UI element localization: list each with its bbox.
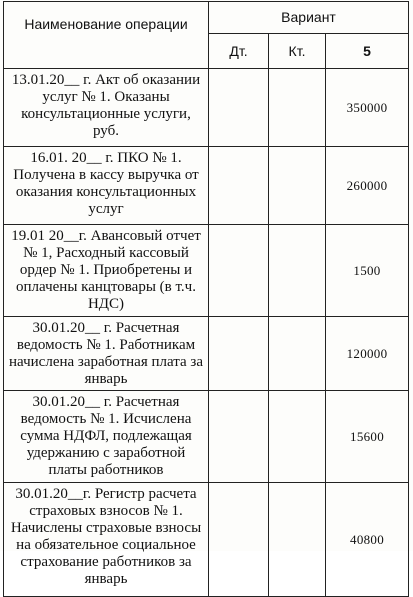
table-row: [4, 225, 409, 317]
table-row: [4, 69, 409, 147]
amount-cell: 15600: [326, 391, 409, 483]
amount-cell: 120000: [326, 317, 409, 391]
variant-header: Вариант: [209, 2, 409, 34]
operation-description: 16.01. 20__ г. ПКО № 1. Получена в кассу выручка от оказания консультационных услуг: [4, 147, 209, 225]
credit-cell[interactable]: [269, 483, 326, 597]
credit-cell[interactable]: [269, 69, 326, 147]
operation-description: 19.01 20__г. Авансовый отчет № 1, Расходный кассовый ордер № 1. Приобретены и оплачены канцтовары (в т.ч. НДС): [4, 225, 209, 317]
amount-cell: 260000: [326, 147, 409, 225]
operation-description: 13.01.20__ г. Акт об оказании услуг № 1. Оказаны консультационные услуги, руб.: [4, 69, 209, 147]
debit-cell[interactable]: [209, 225, 269, 317]
table-row: [4, 147, 409, 225]
debit-cell[interactable]: [209, 147, 269, 225]
table-row: [4, 391, 409, 483]
operation-name-header: Наименование операции: [4, 2, 209, 69]
credit-cell[interactable]: [269, 225, 326, 317]
debit-cell[interactable]: [209, 69, 269, 147]
credit-cell[interactable]: [269, 147, 326, 225]
variant-number-header: 5: [326, 34, 409, 69]
amount-cell: 40800: [326, 483, 409, 597]
operations-table: [3, 1, 409, 597]
debit-cell[interactable]: [209, 391, 269, 483]
credit-cell[interactable]: [269, 317, 326, 391]
operation-description: 30.01.20__ г. Расчетная ведомость № 1. Исчислена сумма НДФЛ, подлежащая удержанию с заработной платы работников: [4, 391, 209, 483]
debit-cell[interactable]: [209, 483, 269, 597]
amount-cell: 350000: [326, 69, 409, 147]
table-row: [4, 317, 409, 391]
table-row: [4, 483, 409, 597]
credit-cell[interactable]: [269, 391, 326, 483]
credit-header: Кт.: [269, 34, 326, 69]
operation-description: 30.01.20__г. Регистр расчета страховых взносов № 1. Начислены страховые взносы на обязательное социальное страхование работников за январь: [4, 483, 209, 597]
amount-cell: 1500: [326, 225, 409, 317]
header-row-top: [4, 2, 409, 34]
debit-cell[interactable]: [209, 317, 269, 391]
operation-description: 30.01.20__ г. Расчетная ведомость № 1. Работникам начислена заработная плата за январь: [4, 317, 209, 391]
debit-header: Дт.: [209, 34, 269, 69]
